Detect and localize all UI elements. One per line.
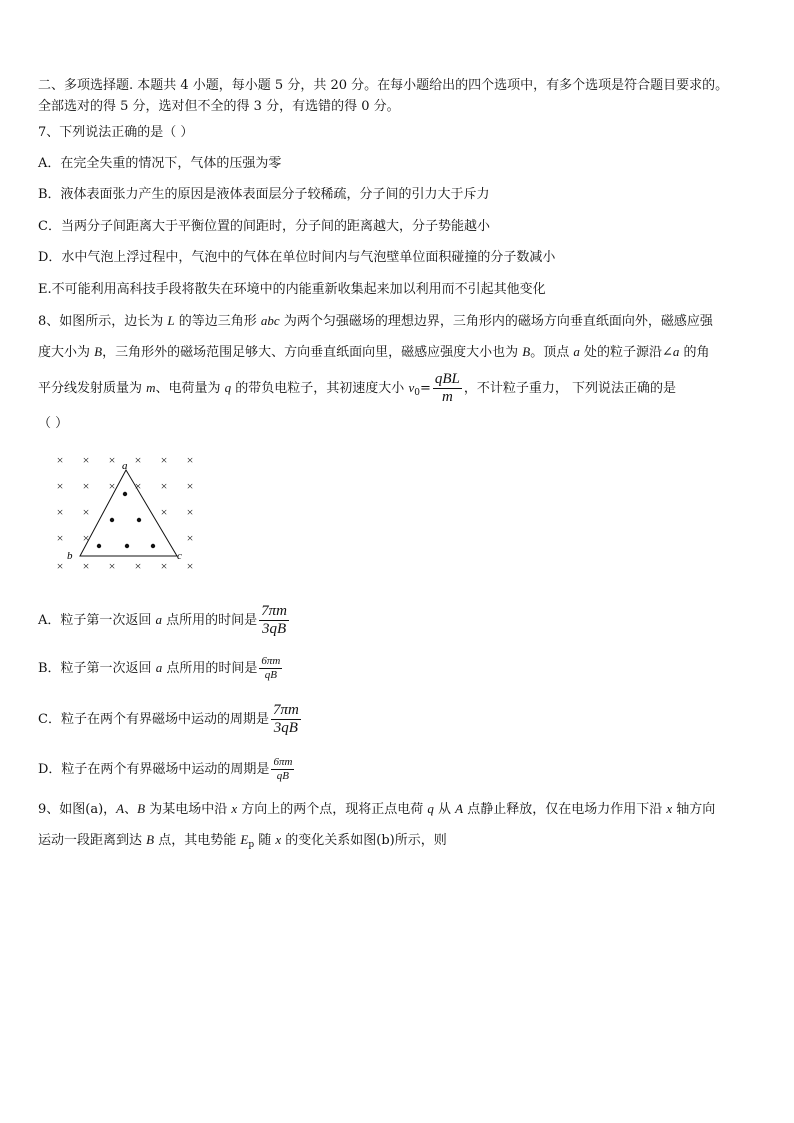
q9-stem-line2: 运动一段距离到达 B 点，其电势能 $E_p$ 随 x 的变化关系如图(b)所示，则 [38,832,447,850]
vertex-b-label: b [67,550,73,562]
q8-answer-paren: （ ） [38,416,69,431]
field-dot [97,544,101,548]
section-header-line2: 全部选对的得 5 分，选对但不全的得 3 分，有选错的得 0 分。 [38,99,400,114]
cross-mark: × [56,505,64,519]
field-dot [110,518,114,522]
section-header-line1: 二、多项选择题. 本题共 4 小题，每小题 5 分，共 20 分。在每小题给出的四个选项中，有多个选项是符合题目要求的。 [38,78,729,93]
option-b-fraction: $\frac{6\pi m}{qB}$ [261,655,281,681]
q8-stem-line1: 8、如图所示，边长为 L 的等边三角形 abc 为两个匀强磁场的理想边界，三角形内的磁场方向垂直纸面向外，磁感应强 [38,313,713,329]
q7-stem: 7、下列说法正确的是（ ） [38,125,194,140]
dot-marks [97,492,155,548]
q8-stem-line3: 平分线发射质量为 m、电荷量为 q 的带负电粒子，其初速度大小 $v_0=$ $\frac{\text{qBL}}{m}$ ，不计粒子重力， 下列说法正确的是 [38,371,677,405]
q8-option-b: B．粒子第一次返回 a 点所用的时间是 $\frac{6\pi m}{qB}$ [38,655,281,681]
cross-mark: × [160,479,168,493]
cross-mark: × [160,505,168,519]
field-dot [137,518,141,522]
cross-mark: × [56,559,64,573]
cross-mark: × [160,453,168,467]
cross-mark: × [160,559,168,573]
cross-mark: × [134,559,142,573]
cross-mark: × [82,453,90,467]
cross-mark: × [186,479,194,493]
cross-mark: × [108,479,116,493]
q8-stem-line2: 度大小为 B，三角形外的磁场范围足够大、方向垂直纸面向里，磁感应强度大小也为 B。顶点 a 处的粒子源沿∠a 的角 [38,344,710,360]
cross-mark: × [108,453,116,467]
cross-mark: × [82,531,90,545]
cross-mark: × [134,479,142,493]
cross-mark: × [56,479,64,493]
field-dot [125,544,129,548]
option-c-fraction: $\frac{7\pi m}{3qB}$ [272,702,299,736]
vertex-a-label: a [122,460,128,472]
cross-mark: × [186,559,194,573]
field-dot [123,492,127,496]
option-d-fraction: $\frac{6\pi m}{qB}$ [273,756,293,782]
cross-mark: × [186,531,194,545]
q9-stem-line1: 9、如图(a)，A、B 为某电场中沿 x 方向上的两个点，现将正点电荷 q 从 A 点静止释放，仅在电场力作用下沿 x 轴方向 [38,801,716,817]
q7-option-b: B．液体表面张力产生的原因是液体表面层分子较稀疏，分子间的引力大于斥力 [38,187,490,202]
cross-mark: × [108,559,116,573]
q8-option-c: C．粒子在两个有界磁场中运动的周期是 $\frac{7\pi m}{3qB}$ [38,702,299,736]
q8-option-a: A．粒子第一次返回 a 点所用的时间是 $\frac{7\pi m}{3qB}$ [38,603,288,637]
q7-option-d: D．水中气泡上浮过程中，气泡中的气体在单位时间内与气泡壁单位面积碰撞的分子数减小 [38,250,556,265]
q7-option-a: A．在完全失重的情况下，气体的压强为零 [38,156,282,171]
cross-mark: × [56,453,64,467]
q8-option-d: D．粒子在两个有界磁场中运动的周期是 $\frac{6\pi m}{qB}$ [38,756,293,782]
cross-mark: × [56,531,64,545]
option-a-fraction: $\frac{7\pi m}{3qB}$ [261,603,288,637]
vertex-c-label: c [177,550,182,562]
magnetic-field-diagram [50,452,210,582]
v0-fraction: $\frac{\text{qBL}}{m}$ [434,371,460,405]
cross-mark: × [82,559,90,573]
cross-mark: × [82,505,90,519]
cross-mark: × [134,453,142,467]
cross-mark: × [186,505,194,519]
q7-option-e: E.不可能利用高科技手段将散失在环境中的内能重新收集起来加以利用而不引起其他变化 [38,282,546,297]
cross-mark: × [82,479,90,493]
cross-mark: × [186,453,194,467]
field-dot [151,544,155,548]
q7-option-c: C．当两分子间距离大于平衡位置的间距时，分子间的距离越大，分子势能越小 [38,219,490,234]
